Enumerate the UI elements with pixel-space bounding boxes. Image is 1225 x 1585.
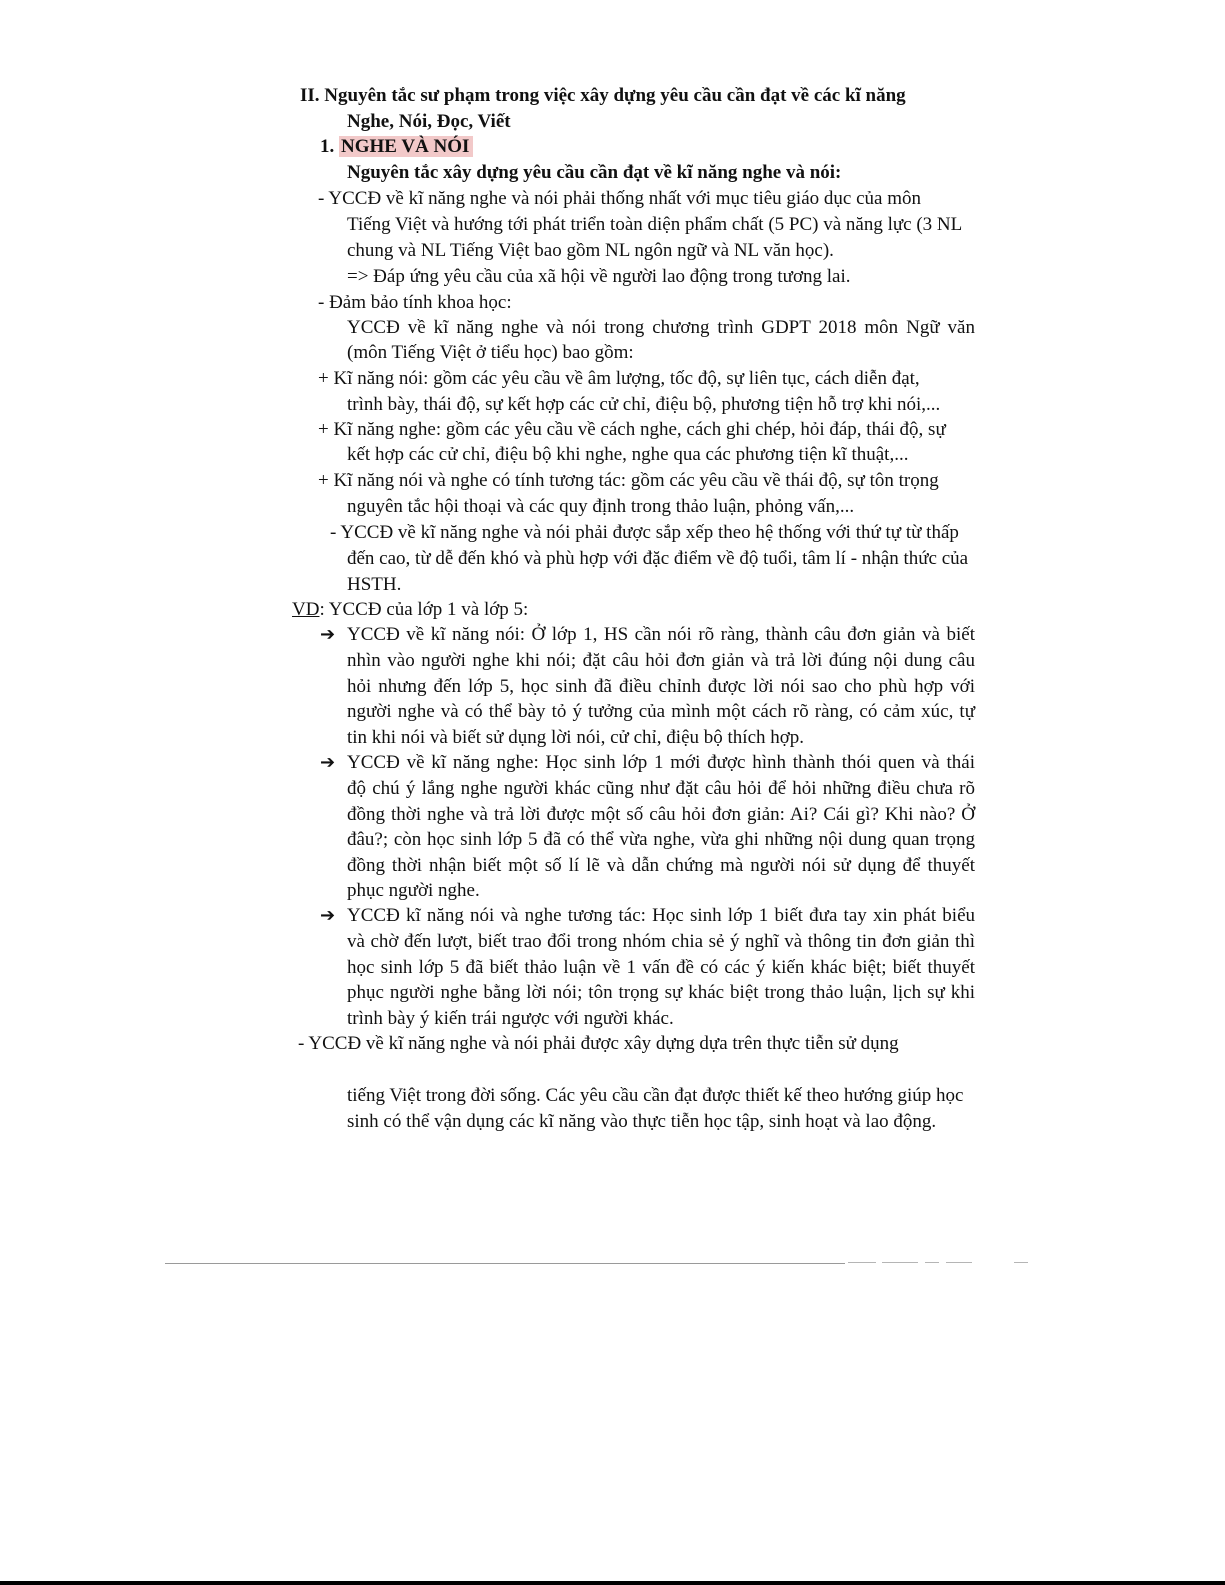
body-line: - YCCĐ về kĩ năng nghe và nói phải được sắp xếp theo hệ thống với thứ tự từ thấp [330,522,959,543]
final-line: tiếng Việt trong đời sống. Các yêu cầu cần đạt được thiết kế theo hướng giúp học [347,1085,964,1106]
body-line: Tiếng Việt và hướng tới phát triển toàn diện phẩm chất (5 PC) và năng lực (3 NL [347,214,963,235]
example-label: VD [292,599,320,620]
arrow-item-line: đồng thời nghe và trả lời được một số câu hỏi đơn giản: Ai? Cái gì? Khi nào? Ở [347,804,975,825]
body-line: + Kĩ năng nghe: gồm các yêu cầu về cách nghe, cách ghi chép, hỏi đáp, thái độ, sự [318,419,946,440]
body-line: kết hợp các cử chỉ, điệu bộ khi nghe, nghe qua các phương tiện kĩ thuật,... [347,444,909,465]
arrow-item-line: YCCĐ về kĩ năng nghe: Học sinh lớp 1 mới được hình thành thói quen và thái [347,752,975,773]
arrow-item-line: nhìn vào người nghe khi nói; đặt câu hỏi đơn giản và trả lời đúng nội dung câu [347,650,975,671]
page-break-rule-tail [946,1262,972,1263]
page-break-rule-tail [925,1262,939,1263]
arrow-bullet-icon: ➔ [320,752,336,773]
arrow-item-line: YCCĐ về kĩ năng nói: Ở lớp 1, HS cần nói rõ ràng, thành câu đơn giản và biết [347,624,975,645]
example-line [292,599,528,621]
body-line: trình bày, thái độ, sự kết hợp các cử chỉ, điệu bộ, phương tiện hỗ trợ khi nói,... [347,394,941,415]
section-heading: II. Nguyên tắc sư phạm trong việc xây dựng yêu cầu cần đạt về các kĩ năng [300,85,906,106]
arrow-item-line: YCCĐ kĩ năng nói và nghe tương tác: Học sinh lớp 1 biết đưa tay xin phát biểu [347,905,975,926]
subsection-number: 1. [320,136,339,157]
body-line: - YCCĐ về kĩ năng nghe và nói phải thống nhất với mục tiêu giáo dục của môn [318,188,921,209]
body-line: (môn Tiếng Việt ở tiểu học) bao gồm: [347,342,634,363]
arrow-bullet-icon: ➔ [320,624,336,645]
arrow-item-line: phục người nghe bằng lời nói; tôn trọng sự khác biệt trong thảo luận, lịch sự khi [347,982,975,1003]
page-break-rule-tail [848,1262,876,1263]
body-line: YCCĐ về kĩ năng nghe và nói trong chương trình GDPT 2018 môn Ngữ văn [347,317,975,338]
arrow-item-line: người nghe và có thể bày tỏ ý tưởng của mình một cách rõ ràng, có cảm xúc, tự [347,701,975,722]
example-text: : YCCĐ của lớp 1 và lớp 5: [319,599,529,620]
arrow-item-line: trình bày ý kiến trái ngược với người khác. [347,1008,674,1029]
section-heading-continued: Nghe, Nói, Đọc, Viết [347,111,511,132]
body-line: - Đảm bảo tính khoa học: [318,292,512,313]
body-line: chung và NL Tiếng Việt bao gồm NL ngôn ngữ và NL văn học). [347,240,834,261]
final-line: sinh có thể vận dụng các kĩ năng vào thực tiễn học tập, sinh hoạt và lao động. [347,1111,937,1132]
arrow-item-line: đâu?; còn học sinh lớp 5 đã có thể vừa nghe, vừa ghi những nội dung quan trọng [347,829,975,850]
subsection-title-highlight: NGHE VÀ NÓI [339,136,473,157]
body-line: + Kĩ năng nói: gồm các yêu cầu về âm lượng, tốc độ, sự liên tục, cách diễn đạt, [318,368,920,389]
page-break-rule [165,1263,845,1264]
arrow-item-line: độ chú ý lắng nghe người khác cũng như đặt câu hỏi để hỏi những điều chưa rõ [347,778,975,799]
arrow-item-line: đồng thời nhận biết một số lí lẽ và dẫn chứng mà người nói sử dụng để thuyết [347,855,975,876]
body-line: nguyên tắc hội thoại và các quy định trong thảo luận, phỏng vấn,... [347,496,855,517]
page-break-rule-tail [1014,1262,1028,1263]
arrow-item-line: học sinh lớp 5 đã biết thảo luận về 1 vấn đề có các ý kiến khác biệt; biết thuyết [347,957,975,978]
final-bullet-line: - YCCĐ về kĩ năng nghe và nói phải được xây dựng dựa trên thực tiễn sử dụng [298,1033,899,1054]
arrow-item-line: tin khi nói và biết sử dụng lời nói, cử chỉ, điệu bộ thích hợp. [347,727,805,748]
principles-heading: Nguyên tắc xây dựng yêu cầu cần đạt về kĩ năng nghe và nói: [347,162,842,183]
page-break-rule-tail [882,1262,918,1263]
arrow-bullet-icon: ➔ [320,905,336,926]
arrow-item-line: phục người nghe. [347,880,480,901]
body-line: HSTH. [347,574,402,595]
body-line: + Kĩ năng nói và nghe có tính tương tác: gồm các yêu cầu về thái độ, sự tôn trọng [318,470,939,491]
body-line: => Đáp ứng yêu cầu của xã hội về người lao động trong tương lai. [347,266,851,287]
arrow-item-line: và chờ đến lượt, biết trao đổi trong nhóm chia sẻ ý nghĩ và thông tin đơn giản thì [347,931,975,952]
bottom-edge-bar [0,1581,1225,1585]
arrow-item-line: hỏi nhưng đến lớp 5, học sinh đã điều chỉnh được lời nói sao cho phù hợp với [347,676,975,697]
subsection-title [320,136,473,158]
body-line: đến cao, từ dễ đến khó và phù hợp với đặc điểm về độ tuổi, tâm lí - nhận thức của [347,548,969,569]
